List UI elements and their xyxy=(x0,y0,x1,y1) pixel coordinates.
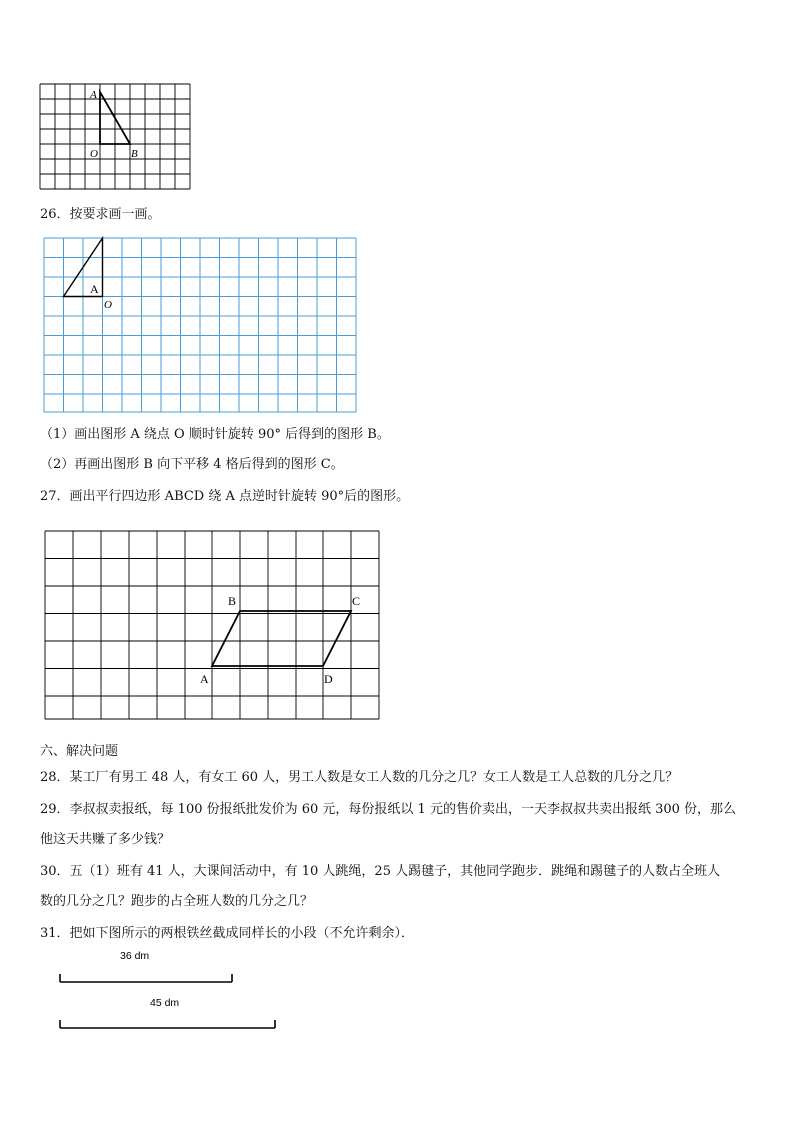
question-26-part-1: （1）画出图形 A 绕点 O 顺时针旋转 90° 后得到的图形 B。 xyxy=(40,427,390,442)
question-30-line-2: 数的几分之几？跑步的占全班人数的几分之几？ xyxy=(40,894,314,909)
question-30-line-1: 30．五（1）班有 41 人，大课间活动中，有 10 人跳绳，25 人踢毽子，其他同学跑步．跳绳和踢毽子的人数占全班人 xyxy=(40,864,721,879)
question-26-part-2: （2）再画出图形 B 向下平移 4 格后得到的图形 C。 xyxy=(40,457,344,472)
vertex-label-b: B xyxy=(228,594,237,608)
figure-25-grid xyxy=(38,82,194,192)
figure-27-grid xyxy=(43,529,383,725)
question-26-title: 26．按要求画一画。 xyxy=(40,207,161,222)
vertex-label-d: D xyxy=(324,672,333,686)
wire-1-length-label: 36 dm xyxy=(120,950,150,962)
question-28: 28．某工厂有男工 48 人，有女工 60 人，男工人数是女工人数的几分之几？女工人数是工人总数的几分之几？ xyxy=(40,770,679,785)
question-27-title: 27．画出平行四边形 ABCD 绕 A 点逆时针旋转 90°后的图形。 xyxy=(40,489,410,504)
question-29-line-2: 他这天共赚了多少钱？ xyxy=(40,832,171,847)
point-label-o: O xyxy=(104,299,112,311)
question-29-line-1: 29．李叔叔卖报纸，每 100 份报纸批发价为 60 元，每份报纸以 1 元的售价卖出，一天李叔叔共卖出报纸 300 份，那么 xyxy=(40,802,737,817)
figure-26-grid xyxy=(42,236,360,416)
vertex-label-a: A xyxy=(200,672,209,686)
section-6-heading: 六、解决问题 xyxy=(40,744,119,759)
point-label-o: O xyxy=(90,148,98,160)
figure-31-wires xyxy=(55,945,285,1035)
wire-1 xyxy=(60,974,232,982)
point-label-a: A xyxy=(90,89,97,101)
shape-label-a: A xyxy=(90,282,99,296)
parallelogram-abcd xyxy=(212,611,351,666)
vertex-label-c: C xyxy=(352,594,361,608)
question-31: 31．把如下图所示的两根铁丝截成同样长的小段（不允许剩余）． xyxy=(40,926,415,941)
point-label-b: B xyxy=(131,148,138,160)
wire-2-length-label: 45 dm xyxy=(150,997,180,1009)
wire-2 xyxy=(60,1020,275,1028)
